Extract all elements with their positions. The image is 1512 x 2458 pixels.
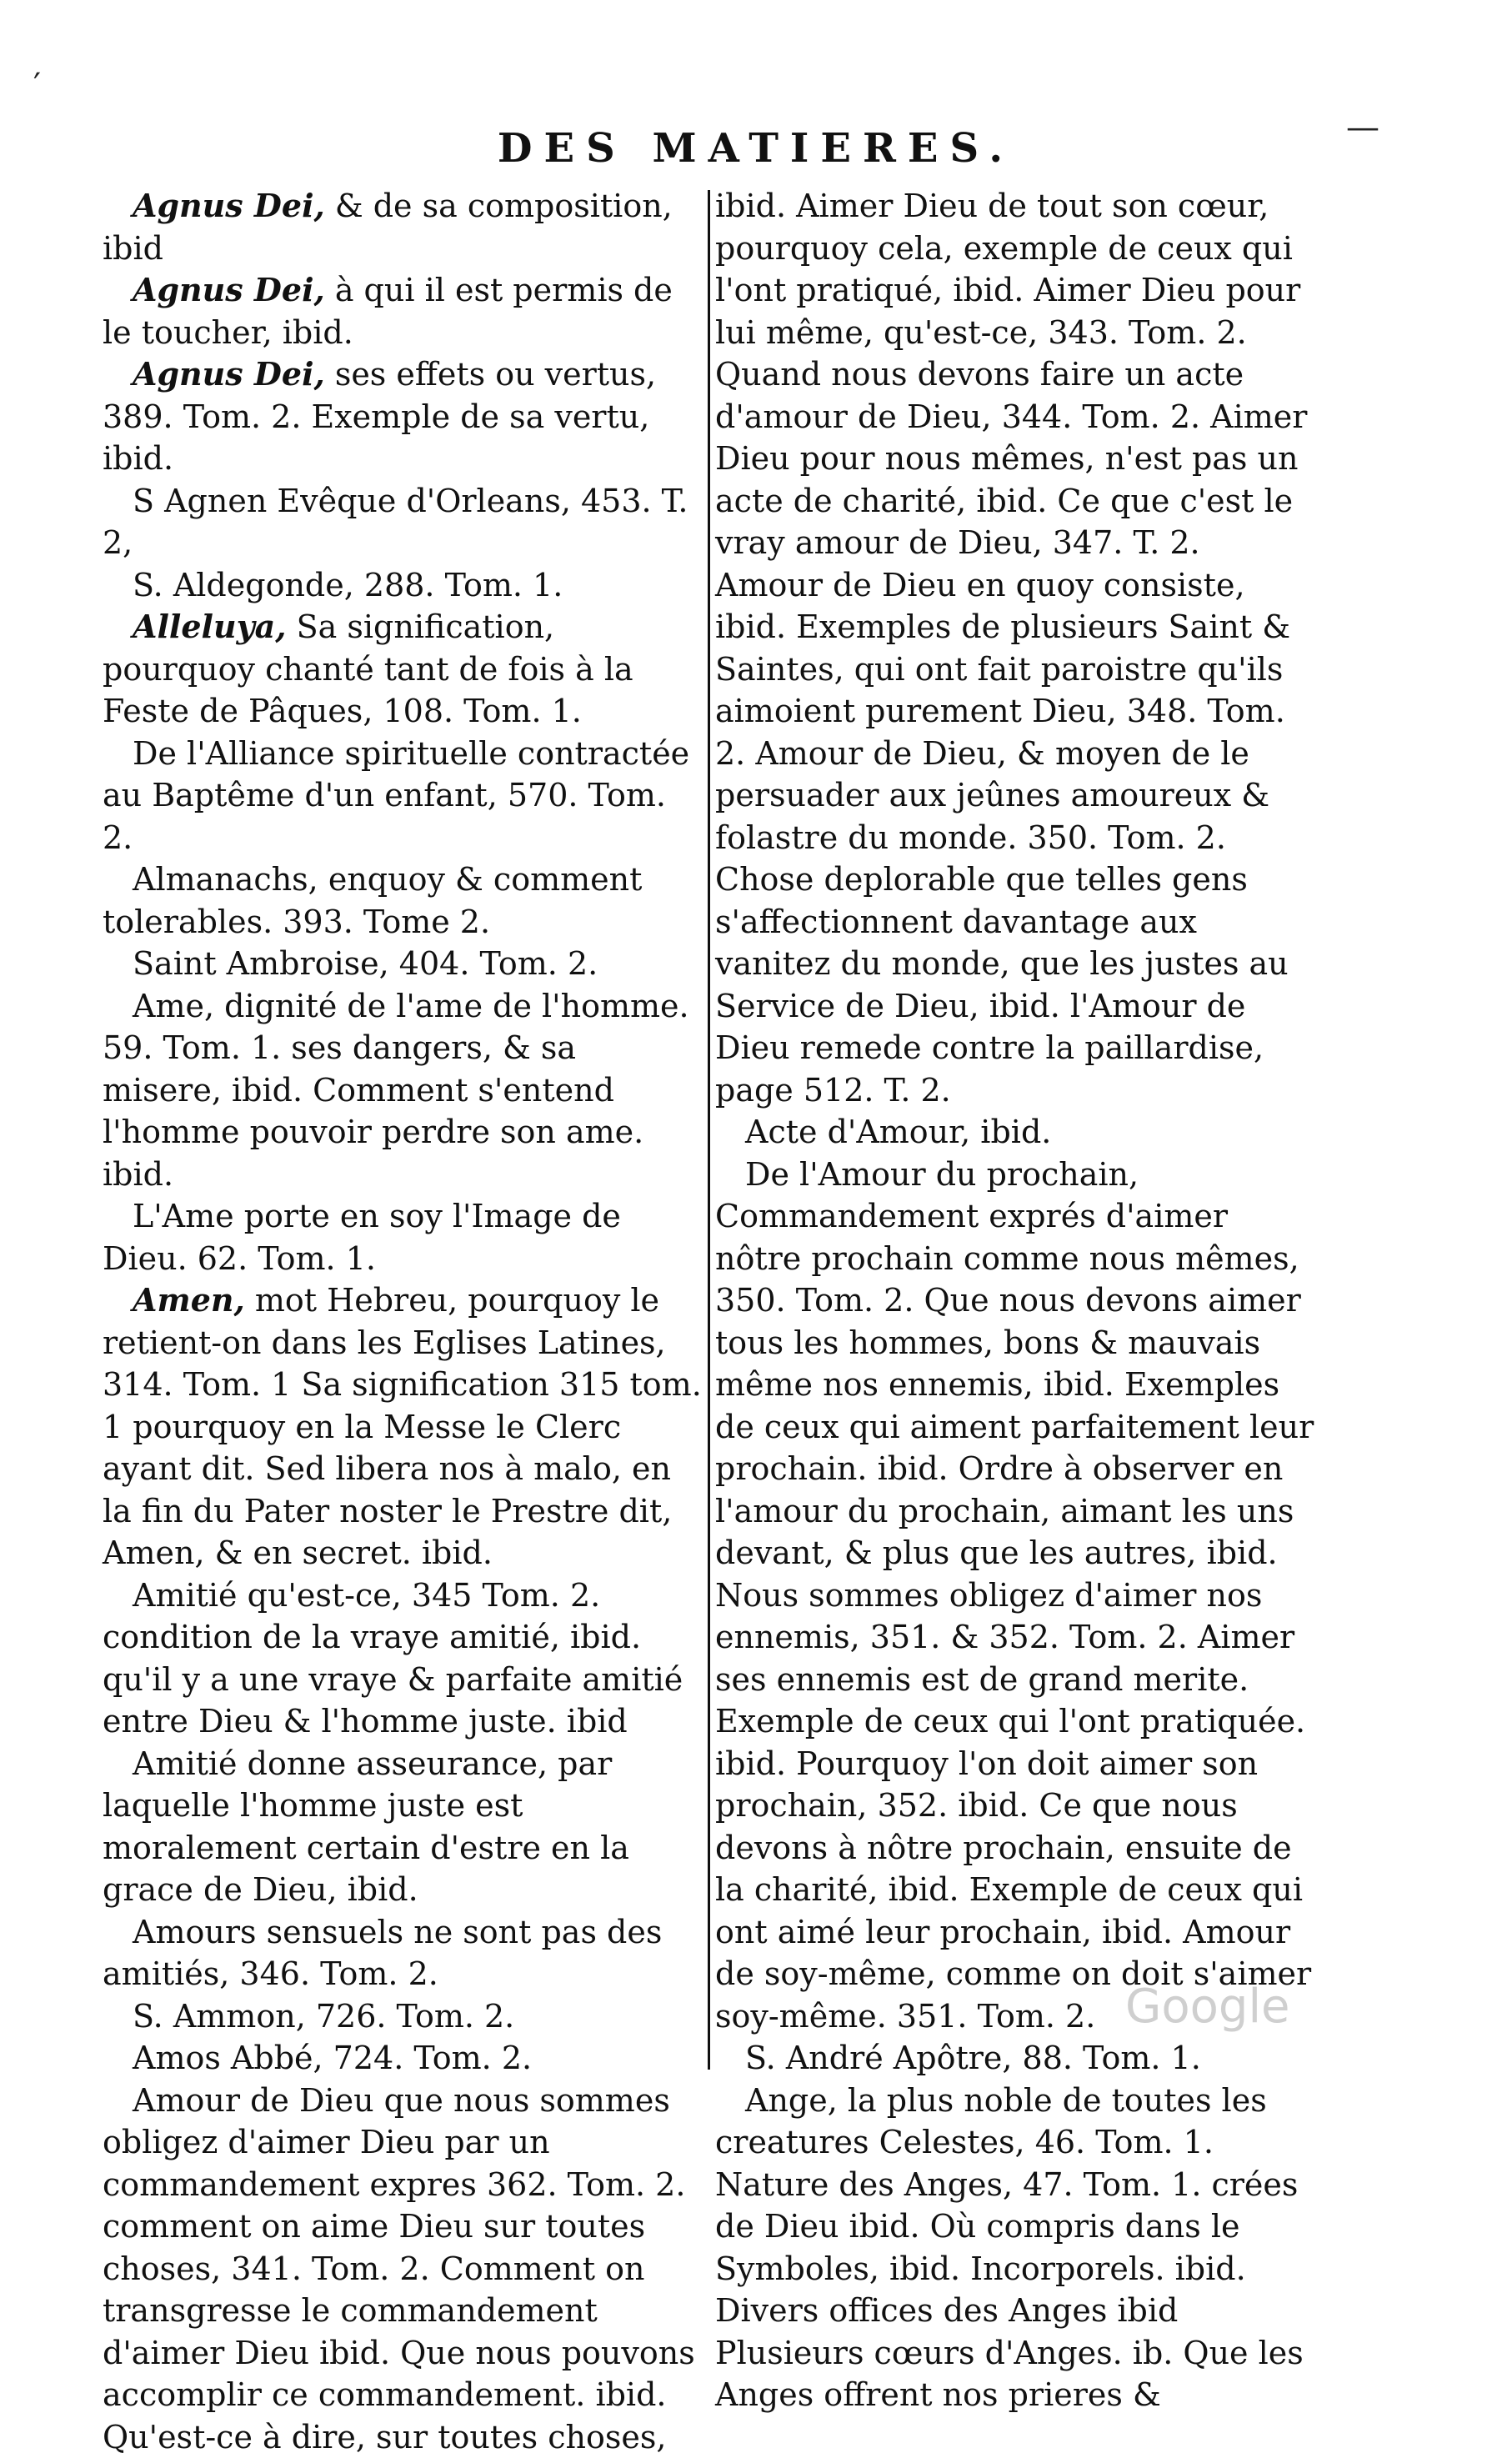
entry-text: Saint Ambroise, 404. Tom. 2. <box>133 945 598 982</box>
index-entry <box>103 480 703 564</box>
index-entry <box>103 564 703 607</box>
entry-term: Agnus Dei, <box>133 271 325 308</box>
index-column-right <box>715 185 1315 2077</box>
entry-text: Amours sensuels ne sont pas des amitiés, 346. Tom. 2. <box>103 1914 662 1993</box>
index-entry <box>103 1279 703 1574</box>
margin-mark: ′ <box>33 67 41 105</box>
entry-text: & de sa composition, ibid <box>103 188 673 267</box>
index-entry <box>103 1995 703 2038</box>
index-entry <box>103 606 703 733</box>
entry-term: Agnus Dei, <box>133 355 325 393</box>
page-header: DES MATIERES. <box>0 125 1512 172</box>
index-entry <box>715 185 1315 1111</box>
index-entry <box>715 1111 1315 1154</box>
index-entry <box>103 2080 703 2458</box>
index-entry <box>103 1574 703 1743</box>
entry-term: Agnus Dei, <box>133 187 325 224</box>
index-entry <box>103 269 703 353</box>
margin-mark: — <box>1346 108 1379 147</box>
entry-text: Amitié donne asseurance, par laquelle l'homme juste est moralement certain d'estre en la grace de Dieu, ibid. <box>103 1745 629 1909</box>
entry-text: ses effets ou vertus, 389. Tom. 2. Exemple de sa vertu, ibid. <box>103 356 656 477</box>
index-entry <box>103 859 703 943</box>
entry-text: ibid. Aimer Dieu de tout son cœur, pourquoy cela, exemple de ceux qui l'ont pratiqué, ibid. Aimer Dieu pour lui même, qu'est-ce, 343. Tom. 2. Quand nous devons faire un acte d'amour de Dieu, 344. Tom. 2. Aimer Dieu pour nous mêmes, n'est pas un acte de charité, ibid. Ce que c'est le vray amour de Dieu, 347. T. 2. Amour de Dieu en quoy consiste, ibid. Exemples de plusieurs Saint & Saintes, qui ont fait paroistre qu'ils aimoient purement Dieu, 348. Tom. 2. Amour de Dieu, & moyen de le persuader aux jeûnes amoureux & folastre du monde. 350. Tom. 2. Chose deplorable que telles gens s'affectionnent davantage aux vanitez du monde, que les justes au Service de Dieu, ibid. l'Amour de Dieu remede contre la paillardise, page 512. T. 2. <box>715 188 1307 1109</box>
entry-text: De l'Amour du prochain, Commandement exprés d'aimer nôtre prochain comme nous mêmes, 350. Tom. 2. Que nous devons aimer tous les hommes, bons & mauvais même nos ennemis, ibid. Exemples de ceux qui aiment parfaitement leur prochain. ibid. Ordre à observer en l'amour du prochain, aimant les uns devant, & plus que les autres, ibid. Nous sommes obligez d'aimer nos ennemis, 351. & 352. Tom. 2. Aimer ses ennemis est de grand merite. Exemple de ceux qui l'ont pratiquée. ibid. Pourquoy l'on doit aimer son prochain, 352. ibid. Ce que nous devons à nôtre prochain, ensuite de la charité, ibid. Exemple de ceux qui ont aimé leur prochain, ibid. Amour de soy-même, comme on doit s'aimer soy-même. 351. Tom. 2. <box>715 1156 1314 2035</box>
column-divider <box>708 190 710 2070</box>
watermark-logo: Google <box>1125 1980 1289 2034</box>
entry-text: Acte d'Amour, ibid. <box>745 1114 1051 1150</box>
entry-text: Amitié qu'est-ce, 345 Tom. 2. condition de la vraye amitié, ibid. qu'il y a une vraye & parfaite amitié entre Dieu & l'homme juste. ibid <box>103 1577 683 1740</box>
index-entry <box>103 985 703 1196</box>
entry-text: L'Ame porte en soy l'Image de Dieu. 62. Tom. 1. <box>103 1198 621 1277</box>
index-column-left <box>103 185 703 2077</box>
index-entry <box>103 733 703 859</box>
entry-text: Sa signification, pourquoy chanté tant de fois à la Feste de Pâques, 108. Tom. 1. <box>103 608 633 729</box>
index-entry <box>103 185 703 269</box>
entry-text: Amos Abbé, 724. Tom. 2. <box>133 2040 532 2076</box>
entry-text: S. André Apôtre, 88. Tom. 1. <box>745 2040 1201 2076</box>
entry-text: Almanachs, enquoy & comment tolerables. 393. Tome 2. <box>103 861 642 940</box>
index-entry <box>715 1154 1315 2038</box>
entry-text: Ame, dignité de l'ame de l'homme. 59. Tom. 1. ses dangers, & sa misere, ibid. Comment s'entend l'homme pouvoir perdre son ame. ibid. <box>103 988 689 1193</box>
index-entry <box>715 2080 1315 2416</box>
index-entry <box>103 1911 703 1995</box>
entry-text: De l'Alliance spirituelle contractée au Baptême d'un enfant, 570. Tom. 2. <box>103 735 689 856</box>
index-entry <box>103 1195 703 1279</box>
index-entry <box>103 353 703 480</box>
entry-term: Alleluya, <box>133 608 287 645</box>
index-entry <box>103 1743 703 1911</box>
entry-text: S. Aldegonde, 288. Tom. 1. <box>133 567 563 603</box>
entry-term: Amen, <box>133 1281 245 1319</box>
entry-text: S. Ammon, 726. Tom. 2. <box>133 1998 514 2035</box>
index-entry <box>715 2037 1315 2080</box>
entry-text: mot Hebreu, pourquoy le retient-on dans les Eglises Latines, 314. Tom. 1 Sa signification 315 tom. 1 pourquoy en la Messe le Clerc ayant dit. Sed libera nos à malo, en la fin du Pater noster le Prestre dit, Amen, & en secret. ibid. <box>103 1282 702 1571</box>
entry-text: Ange, la plus noble de toutes les creatures Celestes, 46. Tom. 1. Nature des Anges, 47. Tom. 1. crées de Dieu ibid. Où compris dans le Symboles, ibid. Incorporels. ibid. Divers offices des Anges ibid Plusieurs cœurs d'Anges. ib. Que les Anges offrent nos prieres & <box>715 2082 1304 2414</box>
entry-text: à qui il est permis de le toucher, ibid. <box>103 272 673 351</box>
entry-text: Amour de Dieu que nous sommes obligez d'aimer Dieu par un commandement expres 362. Tom. 2. comment on aime Dieu sur toutes choses, 341. Tom. 2. Comment on transgresse le commandement d'aimer Dieu ibid. Que nous pouvons accomplir ce commandement. ibid. Qu'est-ce à dire, sur toutes choses, <box>103 2082 695 2455</box>
entry-text: S Agnen Evêque d'Orleans, 453. T. 2, <box>103 483 688 562</box>
index-entry <box>103 2037 703 2080</box>
index-entry <box>103 943 703 985</box>
